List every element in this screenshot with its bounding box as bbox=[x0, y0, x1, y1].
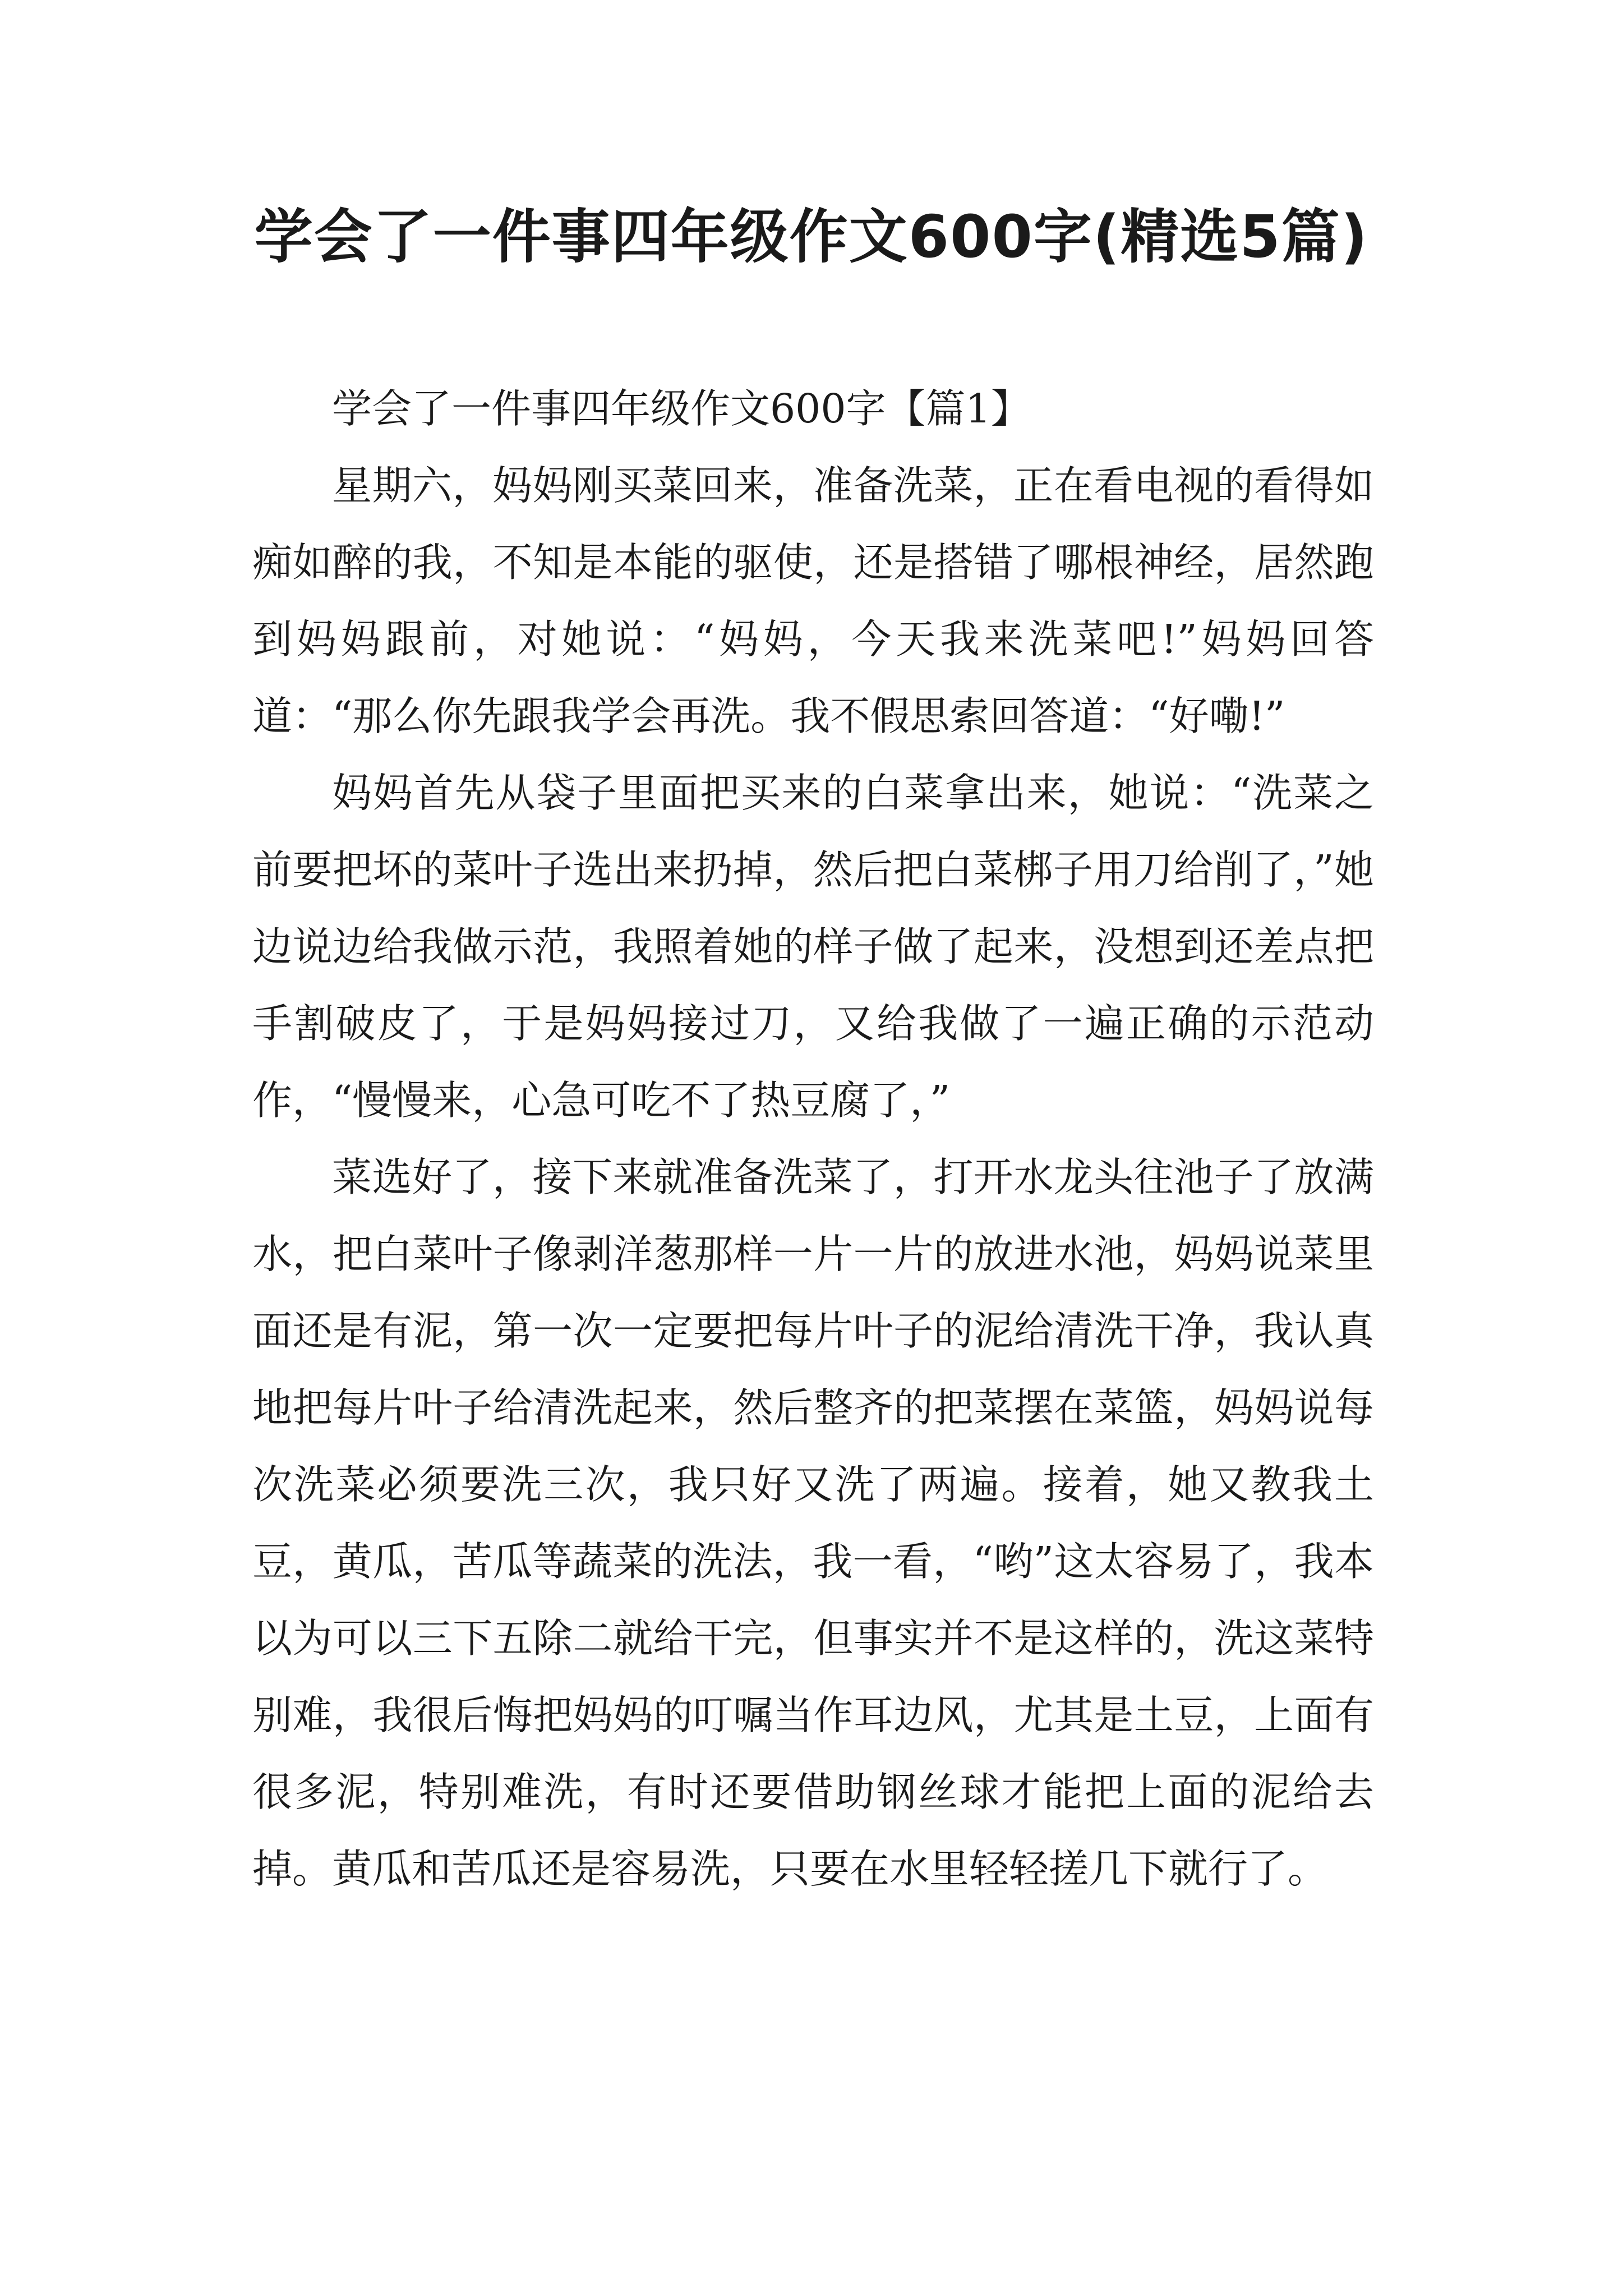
paragraph-1: 星期六，妈妈刚买菜回来，准备洗菜，正在看电视的看得如痴如醉的我，不知是本能的驱使，还是搭错了哪根神经，居然跑到妈妈跟前，对她说：“妈妈，今天我来洗菜吧!”妈妈回答道：“那么你先跟我学会再洗。我不假思索回答道：“好嘞!” bbox=[252, 462, 1374, 739]
section-heading: 学会了一件事四年级作文600字【篇1】 bbox=[332, 385, 1031, 432]
paragraph-2: 妈妈首先从袋子里面把买来的白菜拿出来，她说：“洗菜之前要把坏的菜叶子选出来扔掉，然后把白菜梆子用刀给削了，”她边说边给我做示范，我照着她的样子做了起来，没想到还差点把手割破皮了，于是妈妈接过刀，又给我做了一遍正确的示范动作，“慢慢来，心急可吃不了热豆腐了，” bbox=[252, 770, 1374, 1124]
document-body bbox=[252, 370, 1374, 1907]
document-title: 学会了一件事四年级作文600字(精选5篇) bbox=[254, 203, 1369, 271]
paragraph-3: 菜选好了，接下来就准备洗菜了，打开水龙头往池子了放满水，把白菜叶子像剥洋葱那样一片一片的放进水池，妈妈说菜里面还是有泥，第一次一定要把每片叶子的泥给清洗干净，我认真地把每片叶子给清洗起来，然后整齐的把菜摆在菜篮，妈妈说每次洗菜必须要洗三次，我只好又洗了两遍。接着，她又教我土豆，黄瓜，苦瓜等蔬菜的洗法，我一看，“哟”这太容易了，我本以为可以三下五除二就给干完，但事实并不是这样的，洗这菜特别难，我很后悔把妈妈的叮嘱当作耳边风，尤其是土豆，上面有很多泥，特别难洗，有时还要借助钢丝球才能把上面的泥给去掉。黄瓜和苦瓜还是容易洗，只要在水里轻轻搓几下就行了。 bbox=[252, 1154, 1374, 1892]
